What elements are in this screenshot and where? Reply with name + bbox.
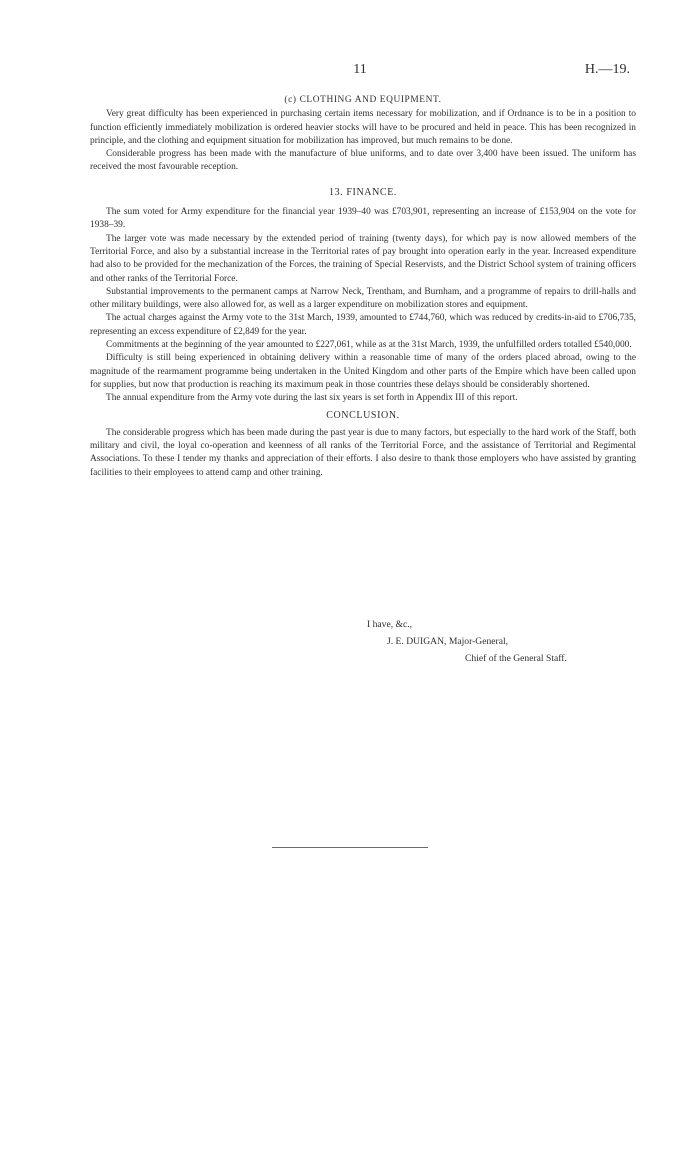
signatory-title: Chief of the General Staff. <box>465 653 567 664</box>
section-conclusion <box>90 409 636 480</box>
end-divider <box>272 847 428 848</box>
paragraph: Considerable progress has been made with the manufacture of blue uniforms, and to date over 3,400 have been issued. The uniform has received the most favourable reception. <box>90 149 636 173</box>
signatory-name: J. E. DUIGAN, Major-General, <box>387 636 509 647</box>
page-header <box>90 62 630 82</box>
section-heading: 13. FINANCE. <box>328 186 398 198</box>
paragraph: Substantial improvements to the permanent camps at Narrow Neck, Trentham, and Burnham, and a programme of repairs to drill-halls and other military buildings, were also allowed for, as well as a larger expenditure on mobilization stores and equipment. <box>90 286 636 311</box>
paragraph: The actual charges against the Army vote to the 31st March, 1939, amounted to £744,760, which was reduced by credits-in-aid to £706,735, representing an excess expenditure of £2,849 for the year. <box>90 313 636 337</box>
section-clothing-equipment <box>90 94 636 175</box>
closing-line: I have, &c., <box>367 619 413 630</box>
paragraph: The sum voted for Army expenditure for the financial year 1939–40 was £703,901, representing an increase of £153,904 on the vote for 1938–39. <box>90 207 636 231</box>
paragraph: The larger vote was made necessary by the extended period of training (twenty days), for which pay is now allowed members of the Territorial Force, and also by a substantial increase in the Territorial rates of pay brought into operation early in the year. Increased expenditure had also to be provided for the mechanization of the Forces, the training of Special Reservists, and the District School system of training officers and other ranks of the Territorial Force. <box>90 233 636 284</box>
paragraph: The annual expenditure from the Army vote during the last six years is set forth in Appendix III of this report. <box>106 393 518 404</box>
paragraph: The considerable progress which has been made during the past year is due to many factors, but especially to the hard work of the Staff, both military and civil, the loyal co-operation and keenness of all ranks of the Territorial Force, and the assistance of Territorial and Regimental Associations. To these I tender my thanks and appreciation of their efforts. I also desire to thank those employers who have assisted by granting facilities to their employees to attend camp and other training. <box>90 427 636 478</box>
paragraph: Commitments at the beginning of the year amounted to £227,061, while as at the 31st March, 1939, the unfulfilled orders totalled £540,000. <box>106 340 632 351</box>
page-number: 11 <box>353 62 367 77</box>
section-heading: CONCLUSION. <box>326 409 400 421</box>
section-heading: (c) CLOTHING AND EQUIPMENT. <box>284 95 442 105</box>
section-finance <box>90 186 636 406</box>
document-body <box>90 94 636 480</box>
paragraph: Very great difficulty has been experienced in purchasing certain items necessary for mobilization, and if Ordnance is to be in a position to function efficiently immediately mobilization is ordered heavier stocks will have to be procured and held in peace. This has been recognized in principle, and the clothing and equipment situation for mobilization has improved, but much remains to be done. <box>90 109 636 146</box>
document-reference: H.—19. <box>584 62 630 77</box>
paragraph: Difficulty is still being experienced in obtaining delivery within a reasonable time of many of the orders placed abroad, owing to the magnitude of the rearmament programme being undertaken in the United Kingdom and other parts of the Empire which have been called upon for supplies, but now that production is reaching its maximum peak in those countries these delays should be considerably shortened. <box>90 353 636 390</box>
signature-block <box>90 616 636 667</box>
